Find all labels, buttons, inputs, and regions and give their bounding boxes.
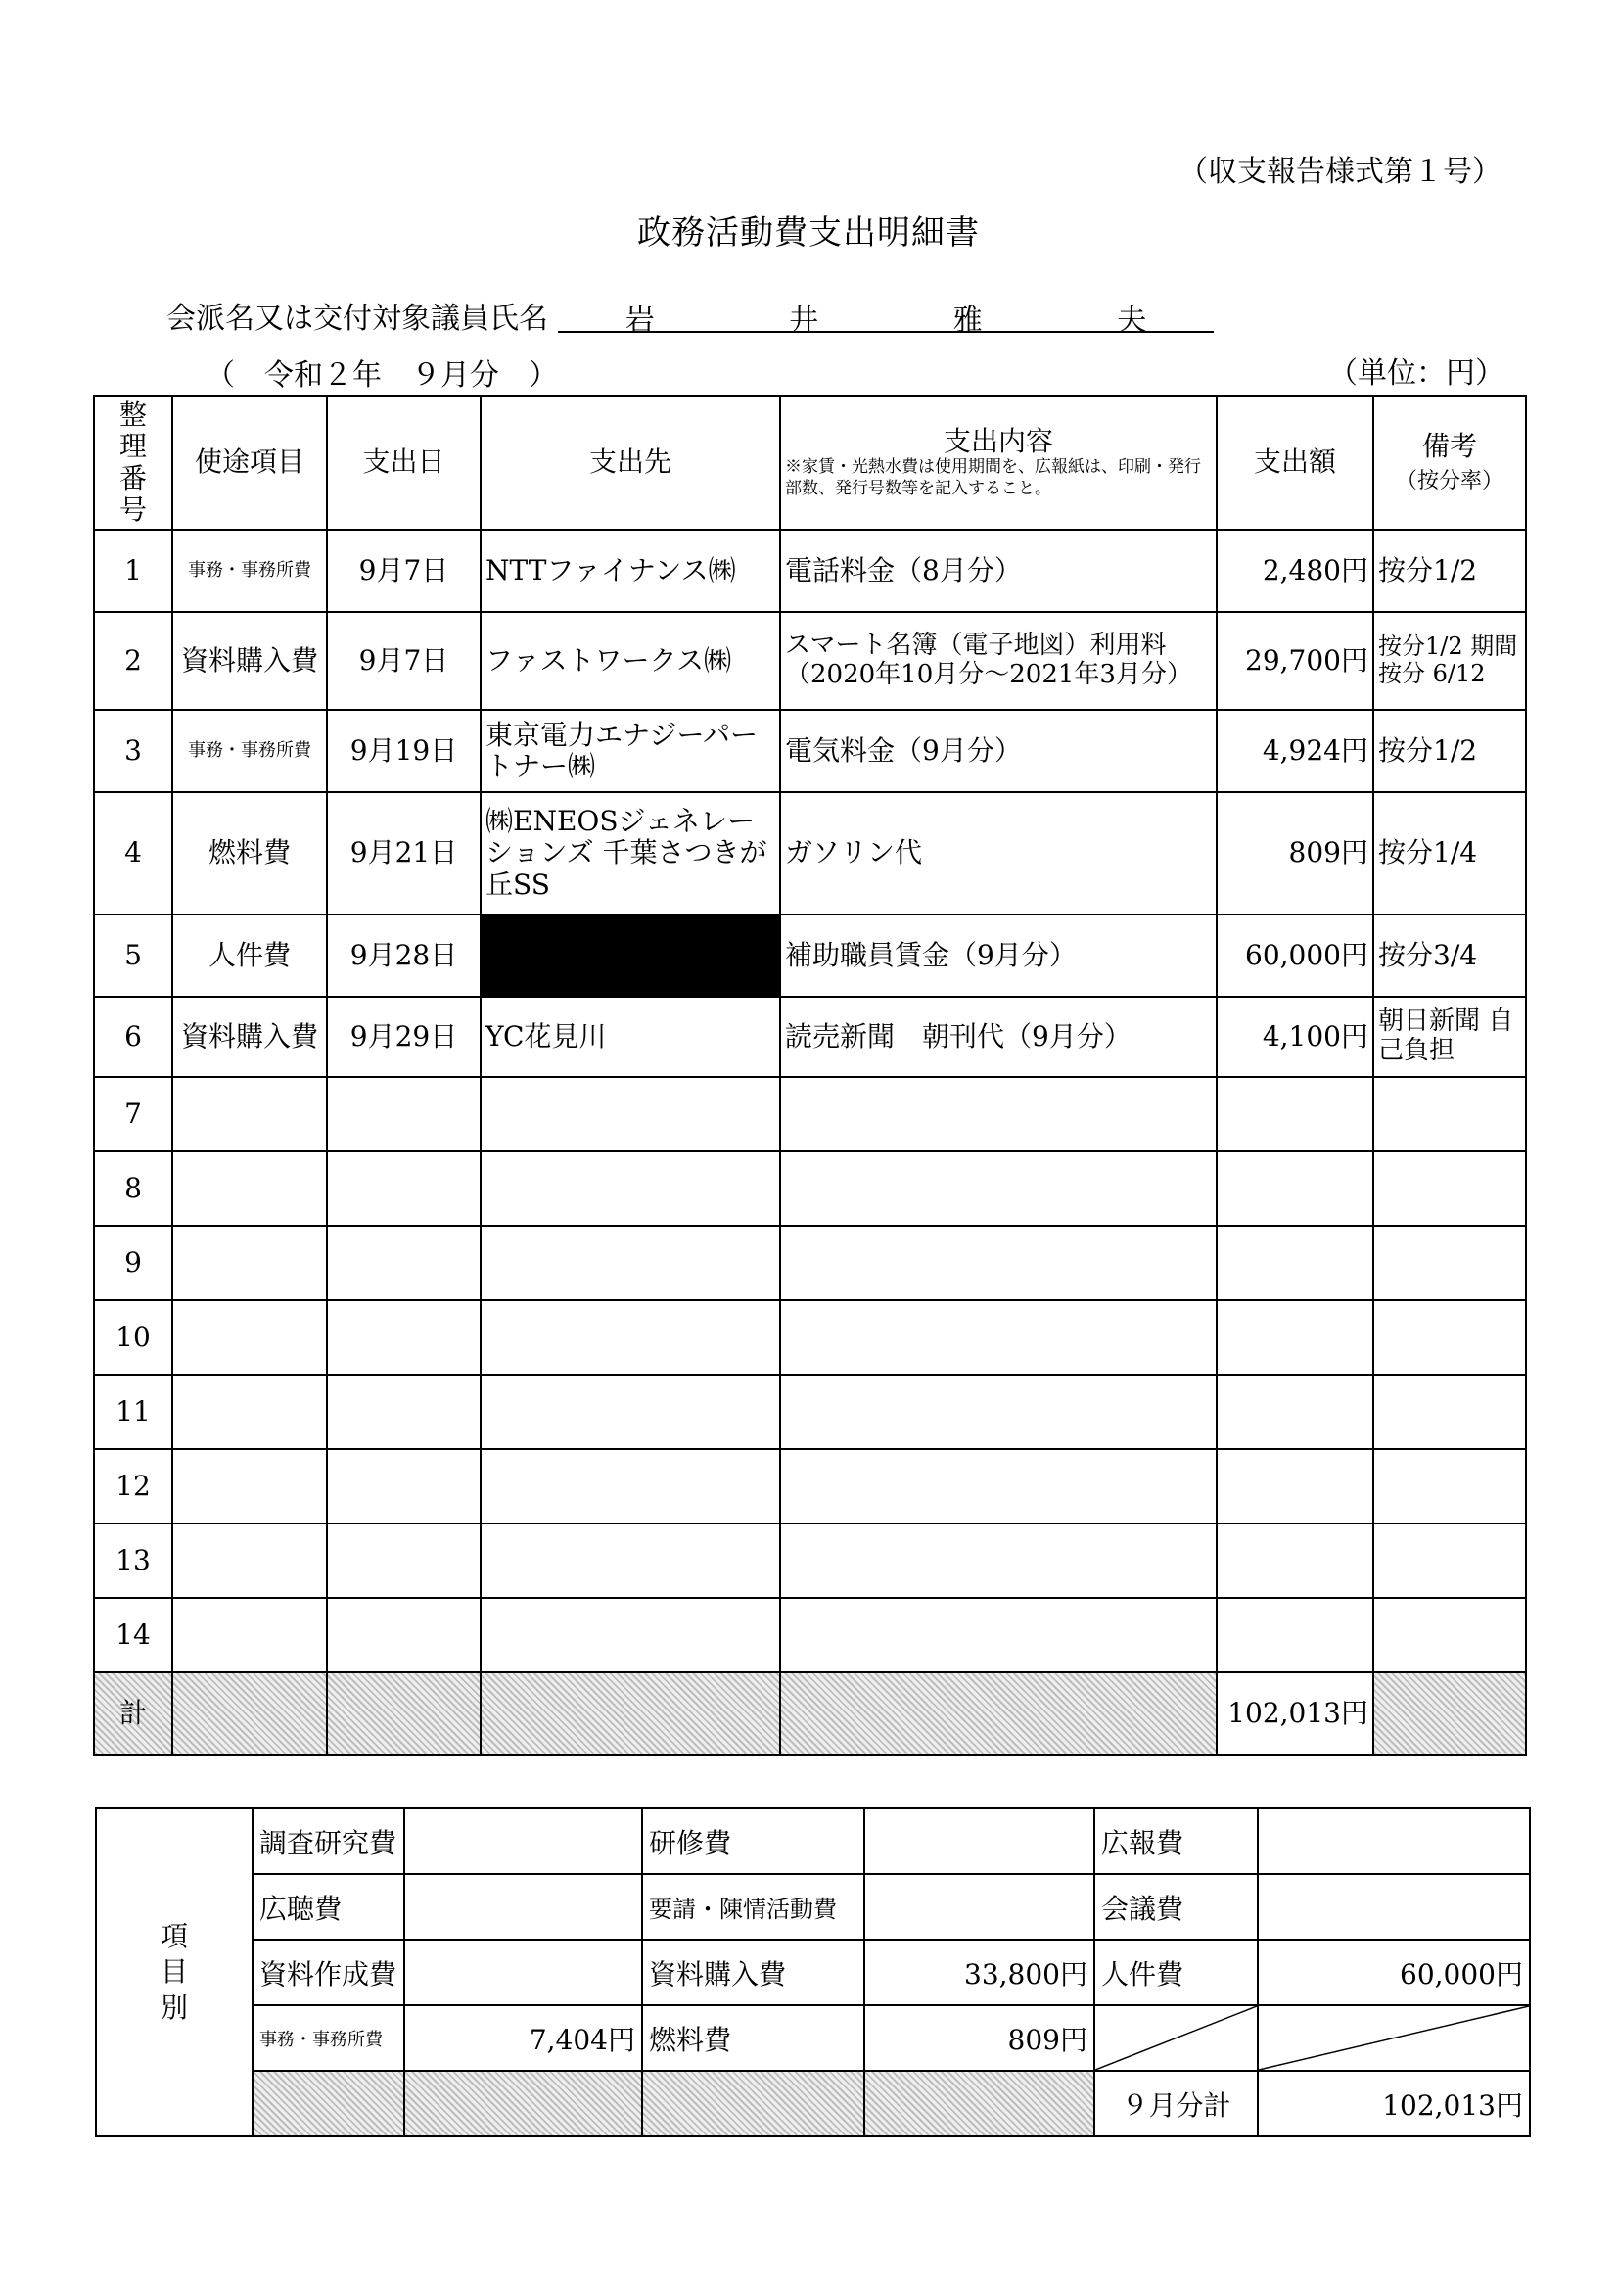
row-remarks: 按分1/2 [1373, 530, 1526, 612]
header-remarks [1373, 396, 1526, 530]
row-amount: 809円 [1217, 792, 1373, 914]
row-no: 10 [94, 1300, 172, 1375]
category-summary-table [95, 1807, 1531, 2137]
label-hearing: 広聴費 [253, 1874, 404, 1940]
form-number: （収支報告様式第１号） [1178, 155, 1502, 189]
row-content: 電話料金（8月分） [780, 530, 1217, 612]
label-research: 調査研究費 [253, 1808, 404, 1874]
total-amount: 102,013円 [1217, 1672, 1373, 1755]
header-payee: 支出先 [481, 396, 780, 530]
member-name-char: 岩 [624, 304, 655, 338]
row-no: 12 [94, 1449, 172, 1523]
header-amount: 支出額 [1217, 396, 1373, 530]
header-date: 支出日 [327, 396, 481, 530]
member-name-char: 夫 [1117, 304, 1147, 338]
label-office: 事務・事務所費 [253, 2005, 404, 2071]
diagonal-cell [1094, 2005, 1258, 2071]
header-content-label: 支出内容 [943, 425, 1053, 458]
table-header-row [94, 396, 1526, 530]
amount-office: 7,404円 [404, 2005, 642, 2071]
table-row [94, 1226, 1526, 1300]
row-payee: ファストワークス㈱ [481, 612, 780, 710]
table-row [94, 1449, 1526, 1523]
table-row [94, 1598, 1526, 1672]
amount-fuel: 809円 [864, 2005, 1094, 2071]
label-month-total: ９月分計 [1094, 2071, 1258, 2136]
total-row [94, 1672, 1526, 1755]
row-category: 事務・事務所費 [172, 710, 327, 792]
table-row [94, 612, 1526, 710]
unit-label: （単位：円） [1328, 356, 1504, 391]
row-content: 補助職員賃金（9月分） [780, 914, 1217, 997]
row-payee: NTTファイナンス㈱ [481, 530, 780, 612]
row-no: 8 [94, 1151, 172, 1226]
row-date: 9月28日 [327, 914, 481, 997]
summary-side-label: 項目別 [96, 1808, 253, 2136]
row-amount: 60,000円 [1217, 914, 1373, 997]
label-meeting: 会議費 [1094, 1874, 1258, 1940]
table-row [94, 792, 1526, 914]
row-content: ガソリン代 [780, 792, 1217, 914]
row-category: 資料購入費 [172, 612, 327, 710]
row-no: 11 [94, 1375, 172, 1449]
label-material-making: 資料作成費 [253, 1940, 404, 2005]
table-row [94, 1300, 1526, 1375]
header-no: 整理番号 [94, 396, 172, 530]
table-row [94, 710, 1526, 792]
row-date: 9月29日 [327, 997, 481, 1077]
row-content: スマート名簿（電子地図）利用料（2020年10月分～2021年3月分） [780, 612, 1217, 710]
header-category: 使途項目 [172, 396, 327, 530]
row-no: 4 [94, 792, 172, 914]
label-personnel: 人件費 [1094, 1940, 1258, 2005]
table-row [94, 1523, 1526, 1598]
member-name-char: 井 [789, 304, 819, 338]
row-category: 燃料費 [172, 792, 327, 914]
row-no: 14 [94, 1598, 172, 1672]
row-content: 読売新聞 朝刊代（9月分） [780, 997, 1217, 1077]
row-date: 9月19日 [327, 710, 481, 792]
expense-table [93, 395, 1527, 1756]
row-amount: 4,924円 [1217, 710, 1373, 792]
row-content: 電気料金（9月分） [780, 710, 1217, 792]
row-remarks: 按分3/4 [1373, 914, 1526, 997]
diagonal-cell [1258, 2005, 1530, 2071]
member-label: 会派名又は交付対象議員氏名 [166, 302, 548, 336]
amount-month-total: 102,013円 [1258, 2071, 1530, 2136]
label-fuel: 燃料費 [642, 2005, 864, 2071]
header-content [780, 396, 1217, 530]
row-category: 資料購入費 [172, 997, 327, 1077]
row-payee: ㈱ENEOSジェネレーションズ 千葉さつきが丘SS [481, 792, 780, 914]
row-no: 2 [94, 612, 172, 710]
row-payee-redacted [481, 914, 780, 997]
page-title: 政務活動費支出明細書 [637, 213, 980, 253]
header-content-note: ※家賃・光熱水費は使用期間を、広報紙は、印刷・発行部数、発行号数等を記入すること。 [785, 457, 1201, 498]
member-name-char: 雅 [952, 304, 983, 338]
row-payee: YC花見川 [481, 997, 780, 1077]
member-name [558, 296, 1214, 338]
label-publicity: 広報費 [1094, 1808, 1258, 1874]
row-amount: 29,700円 [1217, 612, 1373, 710]
header-remarks-sub: （按分率） [1395, 468, 1503, 493]
row-no: 3 [94, 710, 172, 792]
row-date: 9月7日 [327, 612, 481, 710]
row-date: 9月7日 [327, 530, 481, 612]
table-row [94, 997, 1526, 1077]
row-date: 9月21日 [327, 792, 481, 914]
row-remarks: 按分1/2 期間按分 6/12 [1373, 612, 1526, 710]
table-row [94, 914, 1526, 997]
row-no: 13 [94, 1523, 172, 1598]
label-training: 研修費 [642, 1808, 864, 1874]
row-no: 6 [94, 997, 172, 1077]
table-row [94, 1375, 1526, 1449]
row-amount: 2,480円 [1217, 530, 1373, 612]
label-petition: 要請・陳情活動費 [642, 1874, 864, 1940]
row-category: 人件費 [172, 914, 327, 997]
row-no: 9 [94, 1226, 172, 1300]
table-row [94, 1077, 1526, 1151]
amount-material-purchase: 33,800円 [864, 1940, 1094, 2005]
period-label: （ 令和２年 ９月分 ） [206, 358, 558, 393]
total-label: 計 [94, 1672, 172, 1755]
table-row [94, 1151, 1526, 1226]
row-remarks: 按分1/2 [1373, 710, 1526, 792]
table-row [94, 530, 1526, 612]
row-category: 事務・事務所費 [172, 530, 327, 612]
row-payee: 東京電力エナジーパートナー㈱ [481, 710, 780, 792]
row-no: 7 [94, 1077, 172, 1151]
row-no: 1 [94, 530, 172, 612]
amount-personnel: 60,000円 [1258, 1940, 1530, 2005]
header-remarks-label: 備考 [1421, 430, 1477, 463]
label-material-purchase: 資料購入費 [642, 1940, 864, 2005]
row-remarks: 朝日新聞 自己負担 [1373, 997, 1526, 1077]
row-amount: 4,100円 [1217, 997, 1373, 1077]
row-remarks: 按分1/4 [1373, 792, 1526, 914]
row-no: 5 [94, 914, 172, 997]
